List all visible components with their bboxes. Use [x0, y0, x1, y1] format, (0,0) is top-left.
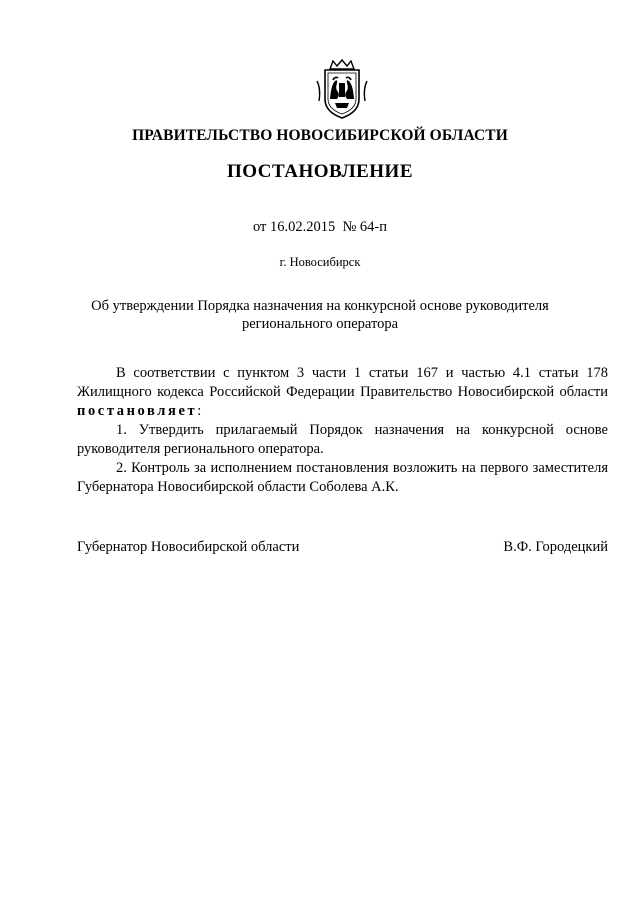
- signatory-name: В.Ф. Городецкий: [503, 539, 608, 555]
- document-body: [77, 364, 608, 497]
- organization-title: ПРАВИТЕЛЬСТВО НОВОСИБИРСКОЙ ОБЛАСТИ: [132, 127, 508, 144]
- document-type-title: ПОСТАНОВЛЕНИЕ: [226, 161, 414, 182]
- subject-line-1: Об утверждении Порядка назначения на конкурсной основе руководителя: [91, 298, 549, 314]
- resolve-word: постановляет: [77, 403, 198, 419]
- item-1-paragraph: 1. Утвердить прилагаемый Порядок назначения на конкурсной основе руководителя регионального оператора.: [77, 422, 608, 457]
- item-2-paragraph: 2. Контроль за исполнением постановления возложить на первого заместителя Губернатора Новосибирской области Соболева А.К.: [77, 460, 608, 495]
- preamble-paragraph: [77, 364, 608, 421]
- document-subject: [0, 297, 640, 333]
- coat-of-arms-icon: [313, 59, 371, 121]
- subject-line-2: регионального оператора: [241, 316, 399, 332]
- date-number-line: [0, 219, 640, 236]
- city-line: г. Новосибирск: [279, 255, 361, 269]
- signatory-position: Губернатор Новосибирской области: [77, 539, 300, 555]
- date-number-text: от 16.02.2015 № 64-п: [252, 219, 388, 235]
- resolve-suffix: :: [197, 403, 202, 419]
- preamble-text: В соответствии с пунктом 3 части 1 статьи 167 и частью 4.1 статьи 178 Жилищного кодекса Российской Федерации Правительство Новосибирской области: [77, 365, 608, 400]
